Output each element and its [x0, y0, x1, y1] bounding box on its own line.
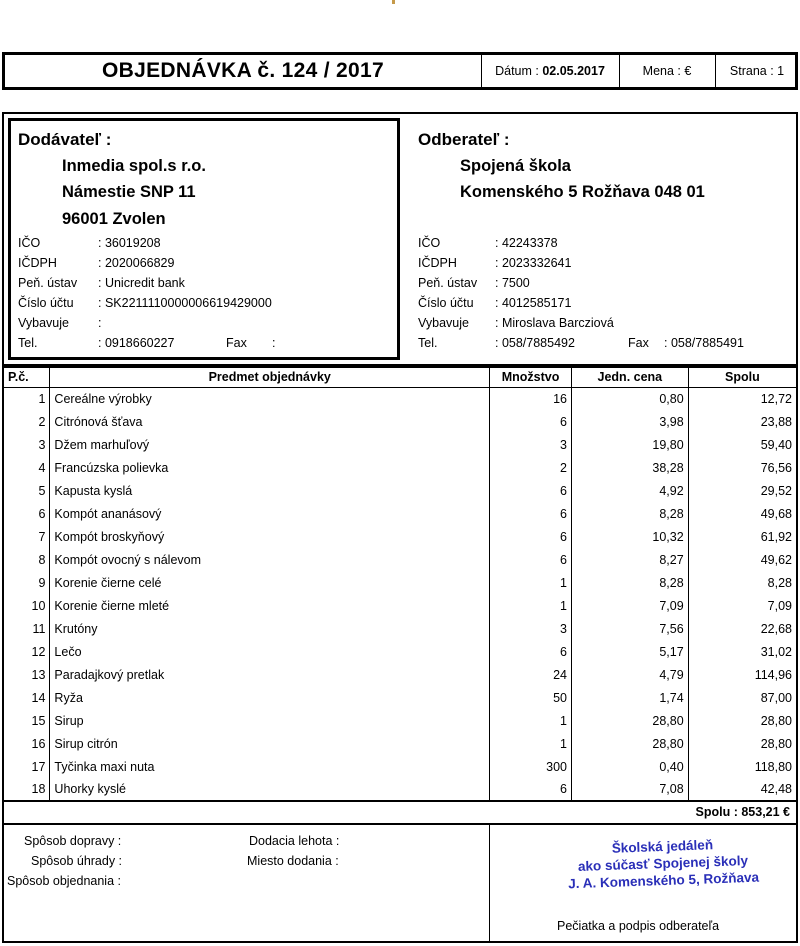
row-unit-price: 10,32 [571, 525, 688, 548]
supplier-handler: : [98, 316, 102, 330]
customer-account: : 4012585171 [495, 296, 572, 310]
row-item-name: Lečo [50, 640, 490, 663]
supplier-ico: : 36019208 [98, 236, 161, 250]
row-number: 5 [3, 479, 50, 502]
row-item-name: Tyčinka maxi nuta [50, 755, 490, 778]
table-row [3, 433, 797, 456]
row-number: 17 [3, 755, 50, 778]
row-quantity: 1 [490, 594, 572, 617]
table-row [3, 525, 797, 548]
supplier-fax-label: Fax [226, 336, 247, 350]
customer-fax-label: Fax [628, 336, 649, 350]
customer-account-label: Číslo účtu [418, 296, 474, 310]
row-quantity: 1 [490, 709, 572, 732]
row-unit-price: 7,09 [571, 594, 688, 617]
row-unit-price: 19,80 [571, 433, 688, 456]
school-stamp [547, 834, 779, 893]
table-row [3, 502, 797, 525]
row-unit-price: 3,98 [571, 410, 688, 433]
table-row [3, 778, 797, 801]
row-total: 59,40 [688, 433, 797, 456]
row-unit-price: 8,28 [571, 571, 688, 594]
row-number: 12 [3, 640, 50, 663]
row-quantity: 16 [490, 387, 572, 410]
row-number: 10 [3, 594, 50, 617]
supplier-account-label: Číslo účtu [18, 296, 74, 310]
table-body [3, 387, 797, 801]
total-amount: Spolu : 853,21 € [695, 805, 790, 819]
customer-ico: : 42243378 [495, 236, 558, 250]
customer-fax: : 058/7885491 [664, 336, 744, 350]
row-quantity: 300 [490, 755, 572, 778]
row-unit-price: 7,08 [571, 778, 688, 801]
scan-mark [392, 0, 395, 4]
signature-label: Pečiatka a podpis odberateľa [557, 919, 720, 933]
table-row [3, 410, 797, 433]
order-header [2, 52, 798, 90]
table-row [3, 686, 797, 709]
page-label: Strana : [729, 64, 774, 78]
row-quantity: 6 [490, 502, 572, 525]
supplier-handler-label: Vybavuje [18, 316, 69, 330]
supplier-tel: : 0918660227 [98, 336, 175, 350]
row-quantity: 6 [490, 640, 572, 663]
row-unit-price: 8,28 [571, 502, 688, 525]
row-quantity: 3 [490, 617, 572, 640]
table-row [3, 548, 797, 571]
row-total: 29,52 [688, 479, 797, 502]
order-method-label: Spôsob objednania : [7, 874, 121, 888]
row-unit-price: 0,80 [571, 387, 688, 410]
row-number: 16 [3, 732, 50, 755]
row-item-name: Kompót broskyňový [50, 525, 490, 548]
row-quantity: 1 [490, 732, 572, 755]
row-number: 14 [3, 686, 50, 709]
row-total: 76,56 [688, 456, 797, 479]
customer-bank: : 7500 [495, 276, 530, 290]
row-total: 22,68 [688, 617, 797, 640]
row-number: 13 [3, 663, 50, 686]
order-currency [619, 55, 716, 87]
row-quantity: 50 [490, 686, 572, 709]
row-number: 6 [3, 502, 50, 525]
row-quantity: 6 [490, 525, 572, 548]
row-unit-price: 28,80 [571, 709, 688, 732]
page-value: 1 [777, 64, 785, 78]
row-unit-price: 8,27 [571, 548, 688, 571]
delivery-place-label: Miesto dodania : [247, 854, 339, 868]
currency-value: € [684, 64, 692, 78]
table-row [3, 594, 797, 617]
order-items-table [2, 366, 798, 802]
row-item-name: Uhorky kyslé [50, 778, 490, 801]
supplier-street: Námestie SNP 11 [62, 183, 196, 201]
row-number: 3 [3, 433, 50, 456]
row-total: 7,09 [688, 594, 797, 617]
row-total: 28,80 [688, 732, 797, 755]
row-item-name: Cereálne výrobky [50, 387, 490, 410]
customer-heading: Odberateľ : [418, 130, 510, 149]
stamp-line-3: J. A. Komenského 5, Rožňava [567, 869, 760, 892]
row-number: 18 [3, 778, 50, 801]
row-unit-price: 38,28 [571, 456, 688, 479]
row-unit-price: 4,79 [571, 663, 688, 686]
order-title: OBJEDNÁVKA č. 124 / 2017 [5, 55, 482, 87]
customer-tel: : 058/7885492 [495, 336, 575, 350]
table-row [3, 387, 797, 410]
customer-address: Komenského 5 Rožňava 048 01 [460, 183, 705, 201]
row-item-name: Sirup [50, 709, 490, 732]
currency-label: Mena : [642, 64, 681, 78]
supplier-icdph-label: IČDPH [18, 256, 57, 270]
table-row [3, 709, 797, 732]
row-number: 1 [3, 387, 50, 410]
table-row [3, 571, 797, 594]
column-header-number: P.č. [3, 367, 50, 387]
stamp-line-2: ako súčasť Spojenej školy [577, 853, 749, 874]
supplier-fax: : [272, 336, 276, 350]
row-number: 2 [3, 410, 50, 433]
row-unit-price: 1,74 [571, 686, 688, 709]
row-unit-price: 7,56 [571, 617, 688, 640]
row-total: 23,88 [688, 410, 797, 433]
date-label: Dátum : [495, 64, 539, 78]
row-number: 9 [3, 571, 50, 594]
supplier-bank-label: Peň. ústav [18, 276, 78, 290]
transport-label: Spôsob dopravy : [24, 834, 122, 848]
customer-icdph: : 2023332641 [495, 256, 572, 270]
row-unit-price: 5,17 [571, 640, 688, 663]
row-total: 31,02 [688, 640, 797, 663]
row-number: 4 [3, 456, 50, 479]
customer-icdph-label: IČDPH [418, 256, 457, 270]
row-quantity: 1 [490, 571, 572, 594]
supplier-bank: : Unicredit bank [98, 276, 185, 290]
supplier-account: : SK2211110000006619429000 [98, 296, 272, 310]
table-row [3, 732, 797, 755]
supplier-heading: Dodávateľ : [18, 130, 112, 149]
row-quantity: 6 [490, 410, 572, 433]
column-header-unit-price: Jedn. cena [571, 367, 688, 387]
row-item-name: Kompót ananásový [50, 502, 490, 525]
row-total: 42,48 [688, 778, 797, 801]
row-unit-price: 4,92 [571, 479, 688, 502]
column-header-quantity: Množstvo [490, 367, 572, 387]
row-total: 8,28 [688, 571, 797, 594]
row-total: 49,62 [688, 548, 797, 571]
row-item-name: Paradajkový pretlak [50, 663, 490, 686]
row-total: 12,72 [688, 387, 797, 410]
row-item-name: Džem marhuľový [50, 433, 490, 456]
row-total: 114,96 [688, 663, 797, 686]
row-item-name: Korenie čierne mleté [50, 594, 490, 617]
row-number: 7 [3, 525, 50, 548]
table-row [3, 755, 797, 778]
row-item-name: Kompót ovocný s nálevom [50, 548, 490, 571]
table-row [3, 479, 797, 502]
supplier-ico-label: IČO [18, 236, 41, 250]
row-total: 28,80 [688, 709, 797, 732]
row-item-name: Francúzska polievka [50, 456, 490, 479]
row-item-name: Sirup citrón [50, 732, 490, 755]
row-quantity: 6 [490, 479, 572, 502]
row-number: 15 [3, 709, 50, 732]
table-row [3, 617, 797, 640]
customer-name: Spojená škola [460, 157, 571, 175]
supplier-name: Inmedia spol.s r.o. [62, 157, 206, 175]
customer-handler: : Miroslava Barcziová [495, 316, 614, 330]
customer-ico-label: IČO [418, 236, 441, 250]
supplier-tel-label: Tel. [18, 336, 38, 350]
row-item-name: Citrónová šťava [50, 410, 490, 433]
row-quantity: 6 [490, 778, 572, 801]
table-row [3, 640, 797, 663]
row-number: 11 [3, 617, 50, 640]
stamp-line-1: Školská jedáleň [611, 837, 714, 856]
payment-label: Spôsob úhrady : [31, 854, 123, 868]
row-unit-price: 0,40 [571, 755, 688, 778]
row-quantity: 24 [490, 663, 572, 686]
customer-handler-label: Vybavuje [418, 316, 469, 330]
row-number: 8 [3, 548, 50, 571]
table-row [3, 456, 797, 479]
row-quantity: 2 [490, 456, 572, 479]
customer-bank-label: Peň. ústav [418, 276, 478, 290]
table-header-row [3, 367, 797, 387]
column-header-total: Spolu [688, 367, 797, 387]
row-total: 61,92 [688, 525, 797, 548]
row-total: 118,80 [688, 755, 797, 778]
total-row [2, 801, 798, 825]
row-total: 49,68 [688, 502, 797, 525]
customer-tel-label: Tel. [418, 336, 438, 350]
row-item-name: Kapusta kyslá [50, 479, 490, 502]
delivery-term-label: Dodacia lehota : [249, 834, 340, 848]
column-header-item: Predmet objednávky [50, 367, 490, 387]
date-value: 02.05.2017 [542, 64, 605, 78]
footer-divider [489, 825, 490, 941]
row-quantity: 3 [490, 433, 572, 456]
row-total: 87,00 [688, 686, 797, 709]
row-item-name: Korenie čierne celé [50, 571, 490, 594]
supplier-city: 96001 Zvolen [62, 210, 166, 228]
order-page [715, 55, 799, 87]
row-item-name: Ryža [50, 686, 490, 709]
row-quantity: 6 [490, 548, 572, 571]
row-item-name: Krutóny [50, 617, 490, 640]
table-row [3, 663, 797, 686]
supplier-icdph: : 2020066829 [98, 256, 175, 270]
row-unit-price: 28,80 [571, 732, 688, 755]
order-date [481, 55, 620, 87]
